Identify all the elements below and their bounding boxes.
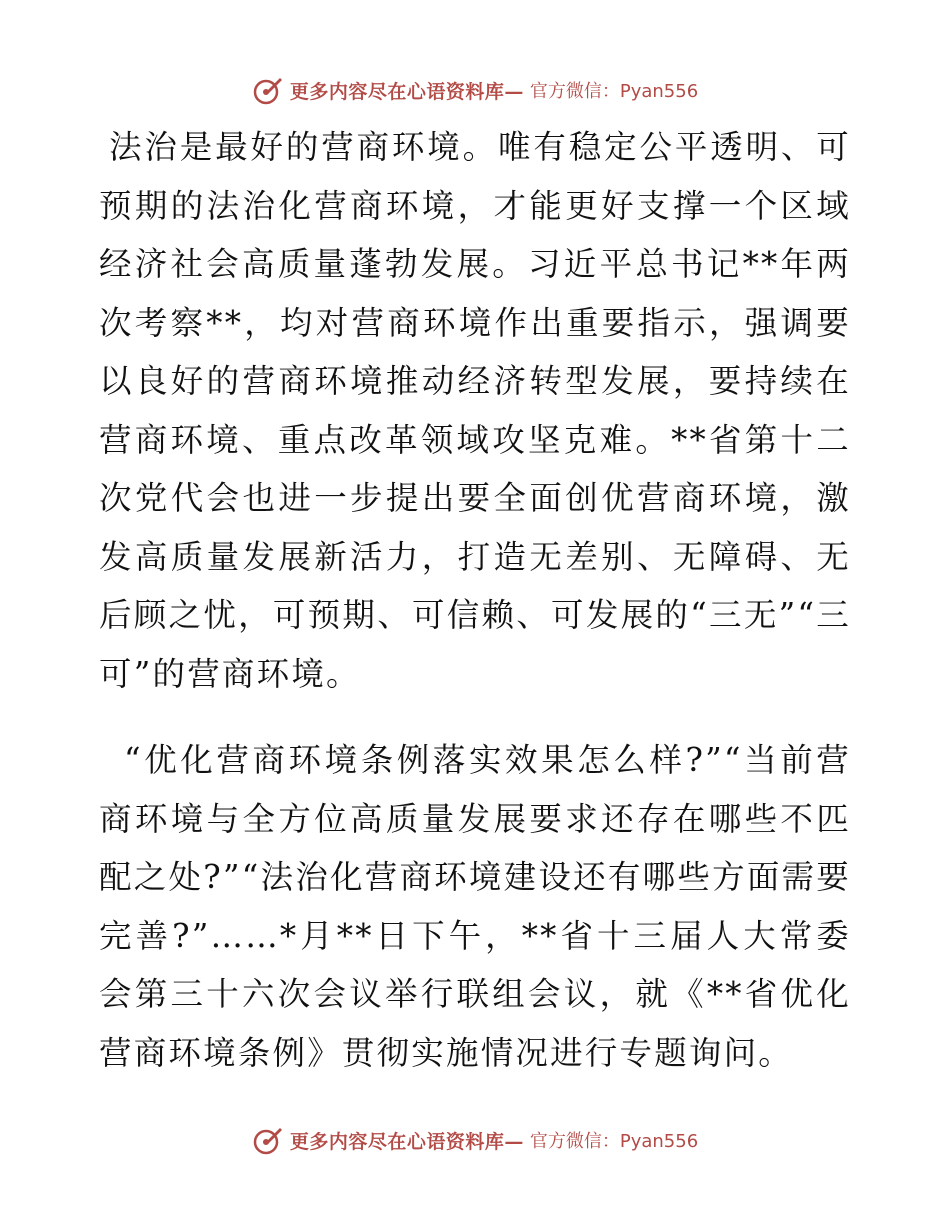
header-banner <box>0 70 950 110</box>
footer-banner-text: 更多内容尽在心语资料库— <box>289 1130 524 1153</box>
header-wechat-label: 官方微信：Pyan556 <box>529 81 699 102</box>
paragraph-1: 法治是最好的营商环境。唯有稳定公平透明、可预期的法治化营商环境，才能更好支撑一个区域经济社会高质量蓬勃发展。习近平总书记**年两次考察**，均对营商环境作出重要指示，强调要以良好的营商环境推动经济转型发展，要持续在营商环境、重点改革领域攻坚克难。**省第十二次党代会也进一步提出要全面创优营商环境，激发高质量发展新活力，打造无差别、无障碍、无后顾之忧，可预期、可信赖、可发展的“三无”“三可”的营商环境。 <box>99 128 851 693</box>
quill-logo-icon <box>252 74 284 106</box>
header-banner-text: 更多内容尽在心语资料库— <box>289 80 524 103</box>
document-body <box>99 118 851 1082</box>
footer-banner <box>0 1120 950 1160</box>
quill-logo-icon <box>252 1124 284 1156</box>
paragraph-2: “优化营商环境条例落实效果怎么样?”“当前营商环境与全方位高质量发展要求还存在哪些不匹配之处?”“法治化营商环境建设还有哪些方面需要完善?”……*月**日下午，**省十三届人大常委会第三十六次会议举行联组会议，就《**省优化营商环境条例》贯彻实施情况进行专题询问。 <box>99 741 851 1072</box>
footer-wechat-label: 官方微信：Pyan556 <box>529 1131 699 1152</box>
